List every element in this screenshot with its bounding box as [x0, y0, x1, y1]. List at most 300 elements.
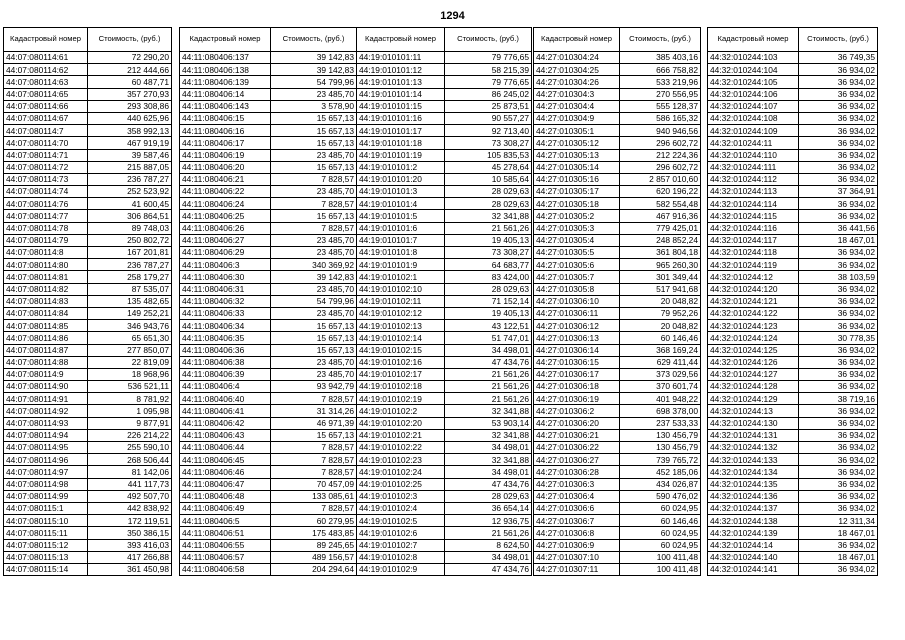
value-cell: 36 934,02 [799, 442, 878, 454]
cadastral-number-cell: 44:27:010306:4 [534, 490, 620, 502]
table-row [534, 393, 701, 405]
cadastral-number-cell: 44:27:010307:11 [534, 563, 620, 575]
cadastral-number-cell: 44:11:080406:137 [180, 52, 271, 64]
table-row [357, 320, 532, 332]
column-header-cadastral-number: Кадастровый номер [357, 28, 445, 52]
table-row [4, 247, 172, 259]
cadastral-number-cell: 44:11:080406:38 [180, 356, 271, 368]
table-row [180, 222, 357, 234]
value-cell: 47 434,76 [445, 478, 532, 490]
value-cell: 79 776,65 [445, 76, 532, 88]
table-row [4, 332, 172, 344]
cadastral-number-cell: 44:19:010102:3 [357, 490, 445, 502]
cadastral-number-cell: 44:07:080114:77 [4, 210, 88, 222]
table-row [4, 88, 172, 100]
table-row [708, 283, 878, 295]
table-row [708, 295, 878, 307]
cadastral-number-cell: 44:19:010101:6 [357, 222, 445, 234]
value-cell: 36 934,02 [799, 490, 878, 502]
value-cell: 258 179,27 [88, 271, 172, 283]
cadastral-number-cell: 44:19:010102:9 [357, 563, 445, 575]
value-cell: 36 934,02 [799, 76, 878, 88]
table-row [357, 454, 532, 466]
value-cell: 105 835,53 [445, 149, 532, 161]
table-row [708, 539, 878, 551]
cadastral-number-cell: 44:11:080406:19 [180, 149, 271, 161]
cadastral-number-cell: 44:11:080406:143 [180, 100, 271, 112]
table-row [534, 527, 701, 539]
cadastral-number-cell: 44:32:010244:115 [708, 210, 799, 222]
cadastral-number-cell: 44:27:010306:28 [534, 466, 620, 478]
cadastral-number-cell: 44:32:010244:103 [708, 52, 799, 64]
cadastral-table-5 [707, 27, 878, 576]
table-row [180, 112, 357, 124]
value-cell: 149 252,21 [88, 307, 172, 319]
column-header-cadastral-number: Кадастровый номер [534, 28, 620, 52]
table-row [357, 247, 532, 259]
table-row [180, 344, 357, 356]
table-row [4, 64, 172, 76]
value-cell: 7 828,57 [271, 442, 357, 454]
value-cell: 340 369,92 [271, 259, 357, 271]
value-cell: 73 308,27 [445, 247, 532, 259]
cadastral-number-cell: 44:19:010101:16 [357, 112, 445, 124]
cadastral-number-cell: 44:07:080114:72 [4, 161, 88, 173]
column-header-cadastral-number: Кадастровый номер [180, 28, 271, 52]
table-row [534, 112, 701, 124]
value-cell: 36 934,02 [799, 283, 878, 295]
cadastral-number-cell: 44:27:010306:10 [534, 295, 620, 307]
value-cell: 373 029,56 [620, 368, 701, 380]
cadastral-number-cell: 44:07:080115:11 [4, 527, 88, 539]
table-row [4, 222, 172, 234]
table-row [534, 563, 701, 575]
table-row [708, 271, 878, 283]
value-cell: 467 919,19 [88, 137, 172, 149]
table-row [4, 563, 172, 575]
value-cell: 36 934,02 [799, 307, 878, 319]
value-cell: 277 850,07 [88, 344, 172, 356]
value-cell: 15 657,13 [271, 429, 357, 441]
cadastral-number-cell: 44:11:080406:46 [180, 466, 271, 478]
value-cell: 301 349,44 [620, 271, 701, 283]
cadastral-number-cell: 44:27:010304:3 [534, 88, 620, 100]
table-row [4, 52, 172, 64]
cadastral-number-cell: 44:19:010102:10 [357, 283, 445, 295]
cadastral-number-cell: 44:32:010244:111 [708, 161, 799, 173]
value-cell: 93 942,79 [271, 381, 357, 393]
table-row [708, 173, 878, 185]
cadastral-number-cell: 44:07:080114:61 [4, 52, 88, 64]
table-row [357, 478, 532, 490]
cadastral-number-cell: 44:19:010101:2 [357, 161, 445, 173]
table-row [4, 454, 172, 466]
cadastral-number-cell: 44:11:080406:26 [180, 222, 271, 234]
column-header-value: Стоимость, (руб.) [445, 28, 532, 52]
value-cell: 666 758,82 [620, 64, 701, 76]
value-cell: 2 857 010,60 [620, 173, 701, 185]
table-row [180, 551, 357, 563]
value-cell: 32 341,88 [445, 454, 532, 466]
value-cell: 361 450,98 [88, 563, 172, 575]
cadastral-number-cell: 44:27:010305:8 [534, 283, 620, 295]
value-cell: 15 657,13 [271, 161, 357, 173]
table-row [357, 442, 532, 454]
value-cell: 296 602,72 [620, 161, 701, 173]
table-row [180, 295, 357, 307]
value-cell: 18 467,01 [799, 551, 878, 563]
value-cell: 15 657,13 [271, 112, 357, 124]
value-cell: 965 260,30 [620, 259, 701, 271]
table-row [4, 368, 172, 380]
cadastral-number-cell: 44:27:010306:11 [534, 307, 620, 319]
table-row [534, 295, 701, 307]
value-cell: 15 657,13 [271, 344, 357, 356]
value-cell: 7 828,57 [271, 393, 357, 405]
value-cell: 51 747,01 [445, 332, 532, 344]
cadastral-number-cell: 44:11:080406:14 [180, 88, 271, 100]
table-row [4, 405, 172, 417]
cadastral-number-cell: 44:07:080114:74 [4, 186, 88, 198]
table-row [708, 198, 878, 210]
table-row [708, 344, 878, 356]
cadastral-number-cell: 44:19:010101:12 [357, 64, 445, 76]
value-cell: 100 411,48 [620, 563, 701, 575]
cadastral-number-cell: 44:07:080114:80 [4, 259, 88, 271]
value-cell: 582 554,48 [620, 198, 701, 210]
value-cell: 36 934,02 [799, 149, 878, 161]
cadastral-number-cell: 44:07:080114:81 [4, 271, 88, 283]
cadastral-number-cell: 44:32:010244:140 [708, 551, 799, 563]
table-row [180, 64, 357, 76]
value-cell: 47 434,76 [445, 356, 532, 368]
table-row [357, 161, 532, 173]
cadastral-number-cell: 44:32:010244:116 [708, 222, 799, 234]
value-cell: 36 934,02 [799, 368, 878, 380]
value-cell: 23 485,70 [271, 356, 357, 368]
value-cell: 36 749,35 [799, 52, 878, 64]
value-cell: 250 802,72 [88, 234, 172, 246]
table-row [708, 259, 878, 271]
table-row [357, 356, 532, 368]
cadastral-number-cell: 44:19:010101:7 [357, 234, 445, 246]
cadastral-number-cell: 44:07:080114:86 [4, 332, 88, 344]
table-row [4, 210, 172, 222]
table-row [180, 381, 357, 393]
value-cell: 36 934,02 [799, 88, 878, 100]
value-cell: 536 521,11 [88, 381, 172, 393]
cadastral-number-cell: 44:07:080114:79 [4, 234, 88, 246]
cadastral-number-cell: 44:19:010102:6 [357, 527, 445, 539]
cadastral-number-cell: 44:32:010244:117 [708, 234, 799, 246]
cadastral-number-cell: 44:32:010244:107 [708, 100, 799, 112]
value-cell: 87 535,07 [88, 283, 172, 295]
value-cell: 86 245,02 [445, 88, 532, 100]
table-row [180, 161, 357, 173]
table-row [180, 149, 357, 161]
cadastral-number-cell: 44:19:010102:20 [357, 417, 445, 429]
cadastral-number-cell: 44:07:080114:65 [4, 88, 88, 100]
value-cell: 15 657,13 [271, 210, 357, 222]
table-row [180, 490, 357, 502]
table-row [534, 332, 701, 344]
value-cell: 492 507,70 [88, 490, 172, 502]
value-cell: 60 024,95 [620, 527, 701, 539]
cadastral-number-cell: 44:19:010102:8 [357, 551, 445, 563]
cadastral-number-cell: 44:11:080406:24 [180, 198, 271, 210]
table-row [357, 271, 532, 283]
table-row [708, 454, 878, 466]
value-cell: 54 799,96 [271, 295, 357, 307]
table-row [180, 539, 357, 551]
table-row [534, 344, 701, 356]
value-cell: 36 934,02 [799, 210, 878, 222]
cadastral-number-cell: 44:11:080406:4 [180, 381, 271, 393]
value-cell: 28 029,63 [445, 186, 532, 198]
cadastral-number-cell: 44:07:080115:10 [4, 515, 88, 527]
value-cell: 629 411,44 [620, 356, 701, 368]
table-row [357, 527, 532, 539]
table-row [357, 563, 532, 575]
table-row [180, 527, 357, 539]
table-row [708, 368, 878, 380]
cadastral-number-cell: 44:11:080406:49 [180, 502, 271, 514]
table-row [180, 125, 357, 137]
cadastral-number-cell: 44:07:080114:91 [4, 393, 88, 405]
value-cell: 7 828,57 [271, 222, 357, 234]
value-cell: 36 934,02 [799, 502, 878, 514]
cadastral-number-cell: 44:07:080115:14 [4, 563, 88, 575]
value-cell: 620 196,22 [620, 186, 701, 198]
table-row [4, 429, 172, 441]
table-row [180, 454, 357, 466]
cadastral-number-cell: 44:07:080115:13 [4, 551, 88, 563]
table-row [357, 234, 532, 246]
value-cell: 517 941,68 [620, 283, 701, 295]
table-row [4, 173, 172, 185]
cadastral-number-cell: 44:07:080114:95 [4, 442, 88, 454]
value-cell: 60 279,95 [271, 515, 357, 527]
cadastral-number-cell: 44:11:080406:17 [180, 137, 271, 149]
cadastral-number-cell: 44:19:010102:1 [357, 271, 445, 283]
value-cell: 15 657,13 [271, 332, 357, 344]
cadastral-number-cell: 44:07:080114:62 [4, 64, 88, 76]
value-cell: 36 934,02 [799, 137, 878, 149]
cadastral-number-cell: 44:32:010244:137 [708, 502, 799, 514]
column-header-value: Стоимость, (руб.) [88, 28, 172, 52]
table-row [180, 466, 357, 478]
cadastral-number-cell: 44:32:010244:109 [708, 125, 799, 137]
value-cell: 361 804,18 [620, 247, 701, 259]
value-cell: 226 214,22 [88, 429, 172, 441]
value-cell: 38 103,59 [799, 271, 878, 283]
table-row [180, 405, 357, 417]
table-row [534, 429, 701, 441]
table-row [180, 429, 357, 441]
table-row [708, 381, 878, 393]
value-cell: 38 719,16 [799, 393, 878, 405]
table-row [708, 307, 878, 319]
value-cell: 79 952,26 [620, 307, 701, 319]
table-row [180, 332, 357, 344]
table-row [180, 234, 357, 246]
value-cell: 533 219,96 [620, 76, 701, 88]
cadastral-number-cell: 44:07:080114:76 [4, 198, 88, 210]
table-row [4, 161, 172, 173]
value-cell: 81 142,06 [88, 466, 172, 478]
cadastral-number-cell: 44:07:080115:1 [4, 502, 88, 514]
cadastral-number-cell: 44:32:010244:126 [708, 356, 799, 368]
table-row [357, 466, 532, 478]
table-row [708, 64, 878, 76]
table-row [357, 112, 532, 124]
cadastral-number-cell: 44:32:010244:104 [708, 64, 799, 76]
cadastral-number-cell: 44:07:080114:70 [4, 137, 88, 149]
table-row [534, 368, 701, 380]
table-row [4, 381, 172, 393]
value-cell: 36 934,02 [799, 198, 878, 210]
value-cell: 28 029,63 [445, 283, 532, 295]
table-row [357, 210, 532, 222]
value-cell: 36 934,02 [799, 112, 878, 124]
cadastral-number-cell: 44:32:010244:129 [708, 393, 799, 405]
cadastral-number-cell: 44:07:080114:8 [4, 247, 88, 259]
cadastral-number-cell: 44:19:010102:23 [357, 454, 445, 466]
table-row [708, 137, 878, 149]
table-row [180, 137, 357, 149]
table-row [357, 429, 532, 441]
value-cell: 47 434,76 [445, 563, 532, 575]
value-cell: 36 934,02 [799, 100, 878, 112]
value-cell: 172 119,51 [88, 515, 172, 527]
table-row [357, 381, 532, 393]
value-cell: 36 934,02 [799, 161, 878, 173]
cadastral-number-cell: 44:11:080406:47 [180, 478, 271, 490]
cadastral-number-cell: 44:32:010244:138 [708, 515, 799, 527]
table-row [357, 125, 532, 137]
cadastral-number-cell: 44:32:010244:130 [708, 417, 799, 429]
table-row [4, 527, 172, 539]
value-cell: 36 654,14 [445, 502, 532, 514]
table-row [357, 88, 532, 100]
cadastral-number-cell: 44:27:010307:10 [534, 551, 620, 563]
value-cell: 940 946,56 [620, 125, 701, 137]
cadastral-number-cell: 44:27:010306:20 [534, 417, 620, 429]
table-row [180, 356, 357, 368]
cadastral-number-cell: 44:27:010306:3 [534, 478, 620, 490]
tables-container [0, 27, 905, 627]
cadastral-number-cell: 44:32:010244:132 [708, 442, 799, 454]
value-cell: 590 476,02 [620, 490, 701, 502]
cadastral-number-cell: 44:27:010305:2 [534, 210, 620, 222]
table-row [708, 210, 878, 222]
value-cell: 130 456,79 [620, 442, 701, 454]
table-row [357, 307, 532, 319]
column-header-cadastral-number: Кадастровый номер [4, 28, 88, 52]
value-cell: 130 456,79 [620, 429, 701, 441]
value-cell: 64 683,77 [445, 259, 532, 271]
cadastral-number-cell: 44:27:010305:18 [534, 198, 620, 210]
table-row [180, 259, 357, 271]
value-cell: 23 485,70 [271, 247, 357, 259]
table-row [534, 307, 701, 319]
table-row [357, 515, 532, 527]
table-row [357, 76, 532, 88]
value-cell: 60 146,46 [620, 515, 701, 527]
value-cell: 28 029,63 [445, 490, 532, 502]
table-row [534, 515, 701, 527]
table-row [534, 64, 701, 76]
table-row [708, 563, 878, 575]
table-row [180, 100, 357, 112]
value-cell: 23 485,70 [271, 368, 357, 380]
table-row [534, 234, 701, 246]
cadastral-number-cell: 44:32:010244:113 [708, 186, 799, 198]
cadastral-number-cell: 44:19:010101:11 [357, 52, 445, 64]
cadastral-number-cell: 44:27:010306:9 [534, 539, 620, 551]
value-cell: 467 916,36 [620, 210, 701, 222]
value-cell: 36 934,02 [799, 381, 878, 393]
value-cell: 36 934,02 [799, 417, 878, 429]
value-cell: 36 934,02 [799, 64, 878, 76]
table-row [708, 234, 878, 246]
value-cell: 36 934,02 [799, 125, 878, 137]
cadastral-number-cell: 44:19:010101:19 [357, 149, 445, 161]
cadastral-number-cell: 44:11:080406:44 [180, 442, 271, 454]
table-row [534, 259, 701, 271]
value-cell: 23 485,70 [271, 307, 357, 319]
table-row [708, 466, 878, 478]
value-cell: 39 142,83 [271, 64, 357, 76]
table-row [708, 478, 878, 490]
cadastral-number-cell: 44:19:010102:12 [357, 307, 445, 319]
cadastral-number-cell: 44:19:010102:15 [357, 344, 445, 356]
table-row [357, 149, 532, 161]
cadastral-number-cell: 44:19:010102:21 [357, 429, 445, 441]
table-row [534, 466, 701, 478]
value-cell: 79 776,65 [445, 52, 532, 64]
cadastral-number-cell: 44:07:080114:84 [4, 307, 88, 319]
table-row [708, 320, 878, 332]
table-row [180, 88, 357, 100]
value-cell: 12 936,75 [445, 515, 532, 527]
value-cell: 89 748,03 [88, 222, 172, 234]
cadastral-number-cell: 44:27:010305:4 [534, 234, 620, 246]
value-cell: 39 587,46 [88, 149, 172, 161]
table-row [180, 247, 357, 259]
table-row [4, 112, 172, 124]
cadastral-number-cell: 44:11:080406:29 [180, 247, 271, 259]
table-row [708, 417, 878, 429]
table-row [357, 332, 532, 344]
cadastral-number-cell: 44:27:010305:16 [534, 173, 620, 185]
table-row [357, 186, 532, 198]
table-row [357, 368, 532, 380]
cadastral-number-cell: 44:27:010306:27 [534, 454, 620, 466]
table-row [534, 271, 701, 283]
table-row [357, 173, 532, 185]
cadastral-number-cell: 44:07:080114:99 [4, 490, 88, 502]
cadastral-number-cell: 44:19:010102:16 [357, 356, 445, 368]
table-row [708, 112, 878, 124]
table-row [4, 466, 172, 478]
value-cell: 739 765,72 [620, 454, 701, 466]
value-cell: 65 651,30 [88, 332, 172, 344]
cadastral-number-cell: 44:11:080406:36 [180, 344, 271, 356]
value-cell: 7 828,57 [271, 502, 357, 514]
table-row [708, 149, 878, 161]
value-cell: 36 934,02 [799, 405, 878, 417]
